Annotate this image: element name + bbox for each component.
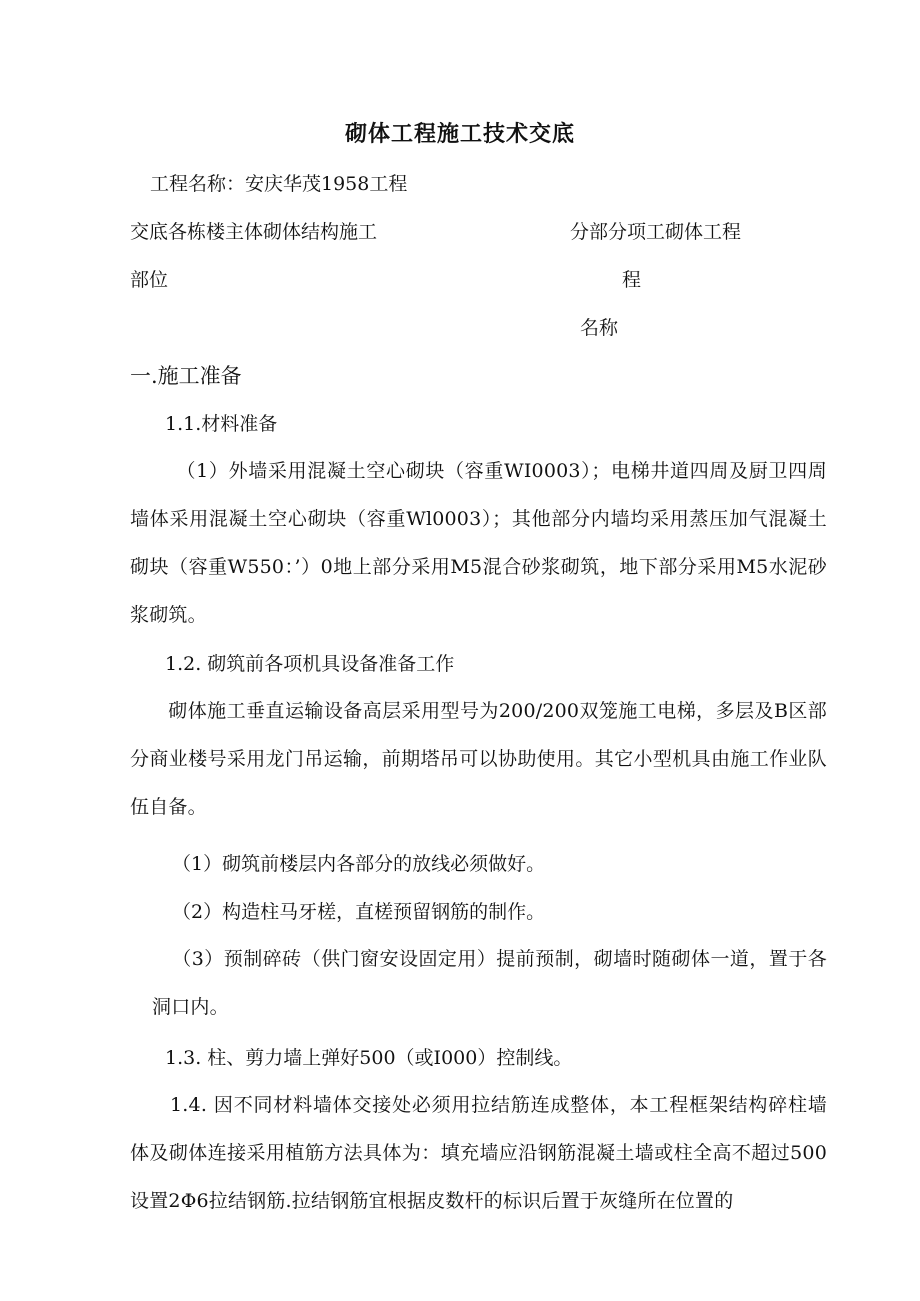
subproject-label: 分部分项 (570, 221, 647, 243)
paragraph-1-4 (130, 1081, 827, 1225)
paragraph-1-4-text: 1.4. 因不同材料墙体交接处必须用拉结筋连成整体，本工程框架结构碎柱墙体及砌体连接采用植筋方法具体为：填充墙应沿钢筋混凝土墙或柱全高不超过500设置2Φ6拉结钢筋.拉结钢筋宜根据皮数杆的标识后置于灰缝所在位置的 (130, 1094, 827, 1212)
paragraph-equipment-text: 砌体施工垂直运输设备高层采用型号为200/200双笼施工电梯，多层及B区部分商业楼号采用龙门吊运输，前期塔吊可以协助使用。其它小型机具由施工作业队伍自备。 (130, 700, 827, 818)
subsection-heading-1-2: 1.2. 砌筑前各项机具设备准备工作 (165, 653, 455, 675)
part-label-line2: 部位 (130, 269, 169, 291)
paragraph-materials (130, 447, 827, 639)
part-value: 各栋楼主体砌体结构施工 (168, 221, 378, 243)
subsection-1-3: 1.3. 柱、剪力墙上弹好500（或I000）控制线。 (165, 1047, 573, 1069)
paragraph-equipment (130, 687, 827, 831)
list-item-2: （2）构造柱马牙槎，直槎预留钢筋的制作。 (172, 901, 546, 923)
list-item-1: （1）砌筑前楼层内各部分的放线必须做好。 (172, 853, 546, 875)
list-item-3 (152, 935, 827, 1031)
subproject-label-cont: 程 (622, 269, 642, 291)
subsection-heading-1-1: 1.1.材料准备 (165, 413, 278, 435)
section-heading-preparation: 一.施工准备 (130, 364, 242, 388)
document-title: 砌体工程施工技术交底 (344, 122, 575, 147)
part-label-line1: 交底 (130, 221, 169, 243)
subproject-value: 工砌体工程 (646, 221, 742, 243)
project-name: 工程名称：安庆华茂1958工程 (150, 173, 408, 195)
subproject-label-name: 名称 (580, 317, 619, 339)
list-item-3-text: （3）预制碎砖（供门窗安设固定用）提前预制，砌墙时随砌体一道，置于各洞口内。 (152, 948, 827, 1018)
paragraph-materials-text: （1）外墙采用混凝土空心砌块（容重WI0003）；电梯井道四周及厨卫四周墙体采用混凝土空心砌块（容重Wl0003）；其他部分内墙均采用蒸压加气混凝土砌块（容重W550：’）0地上部分采用M5混合砂浆砌筑，地下部分采用M5水泥砂浆砌筑。 (130, 460, 827, 626)
